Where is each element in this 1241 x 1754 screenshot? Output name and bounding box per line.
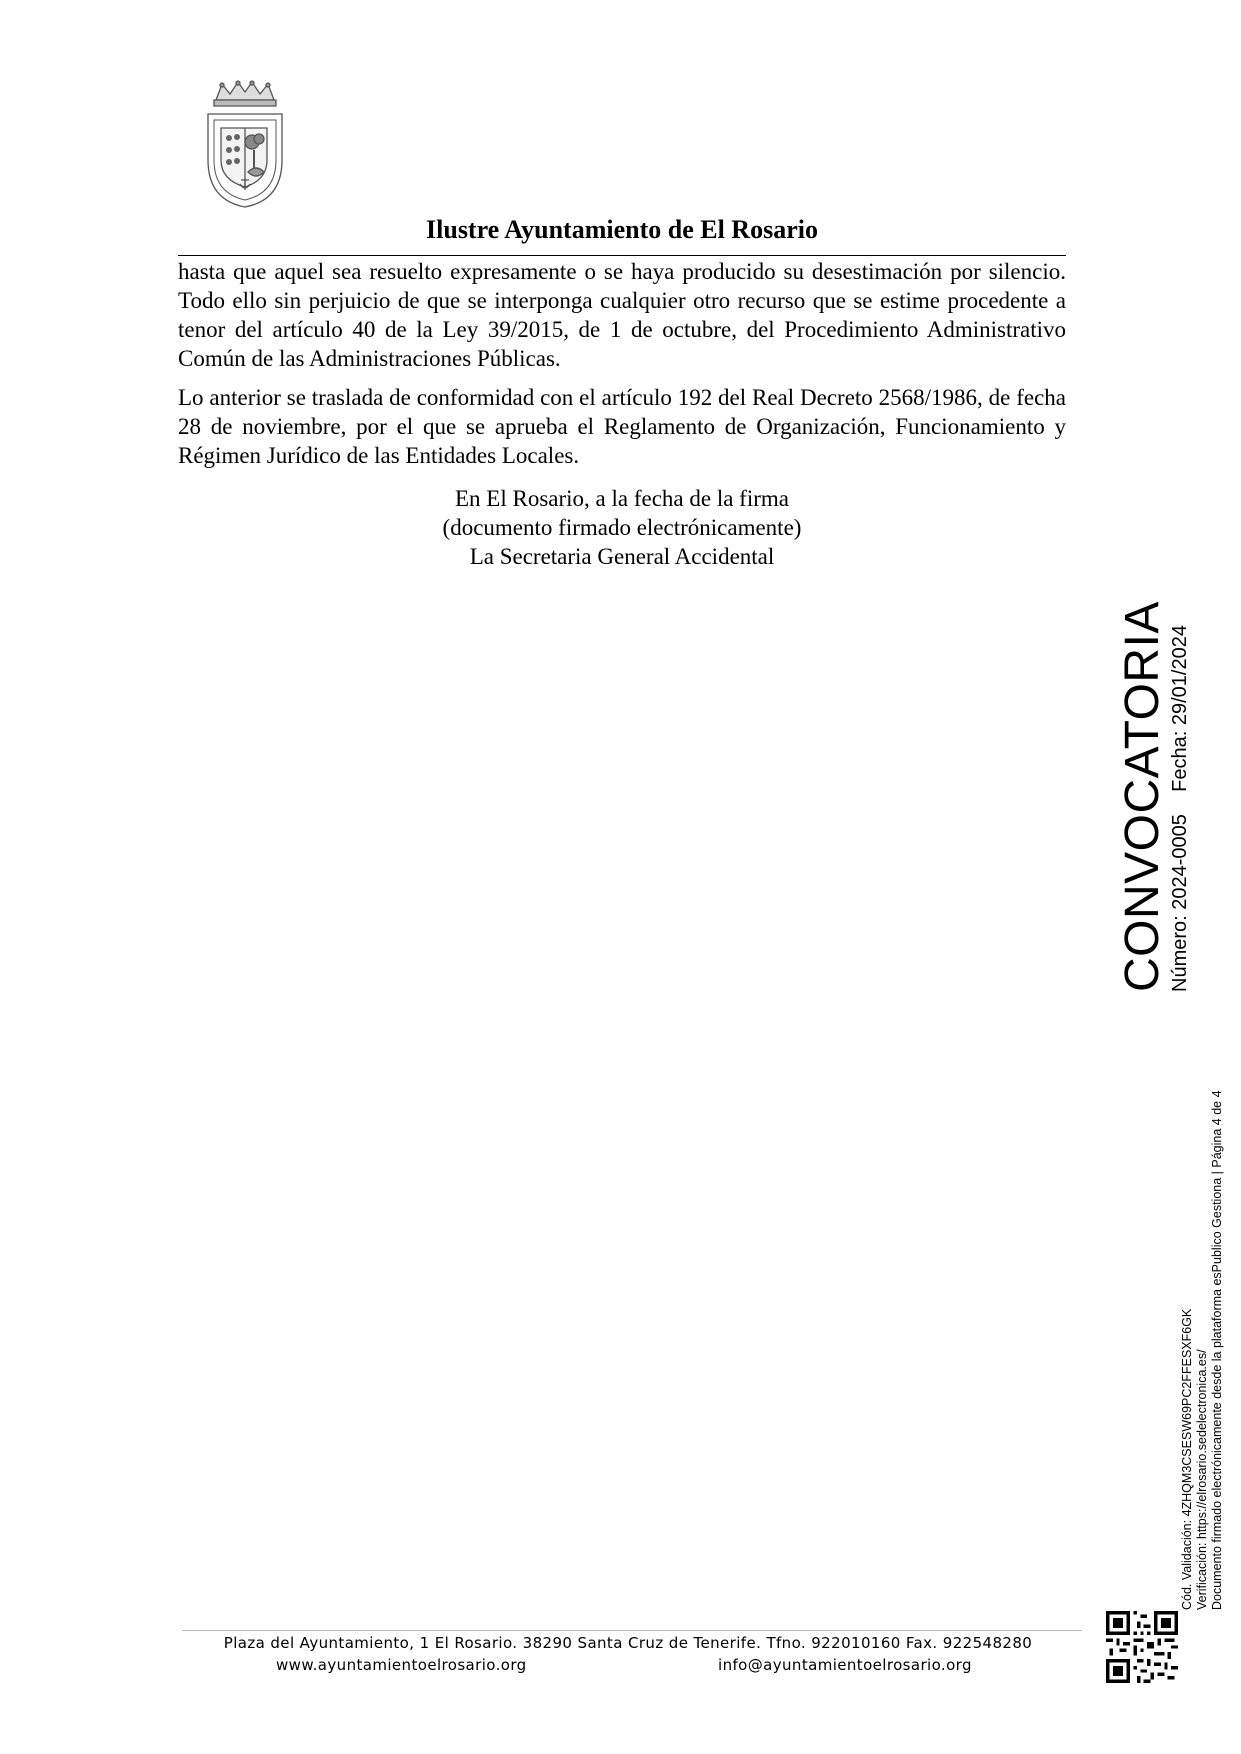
document-body [178,257,1066,480]
signature-block [178,484,1066,571]
verification-block [1180,1090,1225,1610]
qr-code-icon [1106,1611,1178,1683]
header-divider [178,255,1066,256]
document-stamp [1116,601,1192,992]
footer-email: info@ayuntamientoelrosario.org [718,1656,972,1674]
footer-address: Plaza del Ayuntamiento, 1 El Rosario. 38290 Santa Cruz de Tenerife. Tfno. 922010160 Fax. 922548280 [223,1634,1033,1652]
signature-role: La Secretaria General Accidental [469,544,775,569]
signature-note: (documento firmado electrónicamente) [442,515,802,540]
stamp-number-date [1168,625,1192,992]
footer-divider [182,1630,1082,1631]
stamp-title: CONVOCATORIA [1116,601,1169,992]
coat-of-arms-icon [204,80,286,210]
body-paragraph: hasta que aquel sea resuelto expresamente o se haya producido su desestimación por silencio. Todo ello sin perjuicio de que se interponga cualquier otro recurso que se estime procedente a tenor del artículo 40 de la Ley 39/2015, de 1 de octubre, del Procedimiento Administrativo Común de las Administraciones Públicas. [178,259,1066,371]
body-paragraph: Lo anterior se traslada de conformidad con el artículo 192 del Real Decreto 2568/1986, de fecha 28 de noviembre, por el que se aprueba el Reglamento de Organización, Funcionamiento y Régimen Jurídico de las Entidades Locales. [178,385,1066,468]
validation-code: Cód. Validación: 4ZHQM3CSESW69PC2FFESXF6GK [1180,1308,1194,1610]
stamp-number: Número: 2024-0005 [1169,814,1191,992]
organization-title: Ilustre Ayuntamiento de El Rosario [426,215,818,244]
verification-url: Verificación: https://elrosario.sedelectronica.es/ [1195,1349,1209,1610]
signature-platform-note: Documento firmado electrónicamente desde la plataforma esPublico Gestiona | Página 4 de 4 [1210,1090,1224,1610]
footer-website: www.ayuntamientoelrosario.org [276,1656,527,1674]
stamp-date: Fecha: 29/01/2024 [1169,625,1191,792]
signature-place-date: En El Rosario, a la fecha de la firma [455,486,789,511]
